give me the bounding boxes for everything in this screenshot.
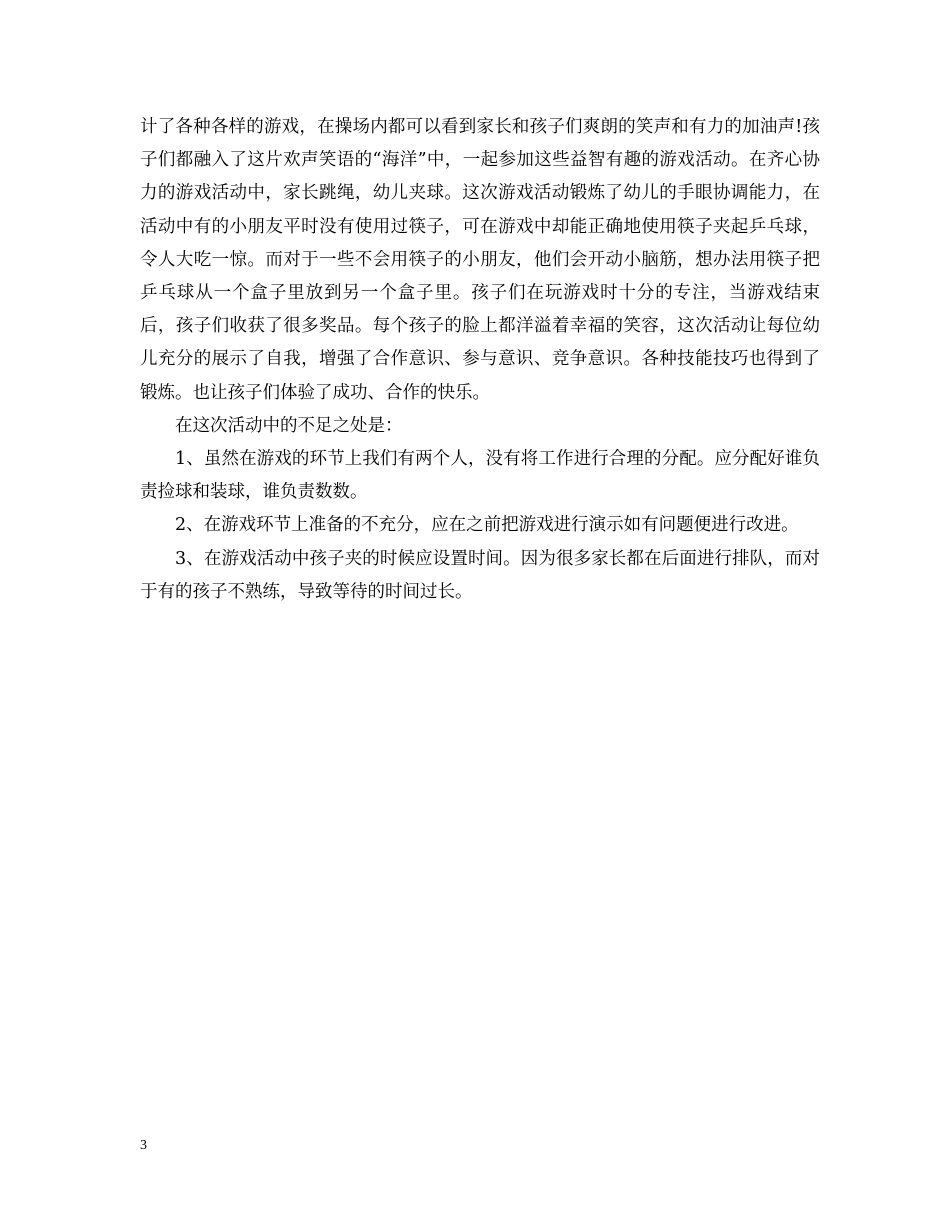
paragraph-shortcoming-3: 3、在游戏活动中孩子夹的时候应设置时间。因为很多家长都在后面进行排队，而对于有的孩子不熟练，导致等待的时间过长。 [140,548,820,602]
paragraph-shortcoming-1: 1、虽然在游戏的环节上我们有两个人，没有将工作进行合理的分配。应分配好谁负责捡球和装球，谁负责数数。 [140,449,820,503]
paragraph-shortcoming-2: 2、在游戏环节上准备的不充分，应在之前把游戏进行演示如有问题便进行改进。 [175,515,799,536]
paragraph-shortcomings-intro: 在这次活动中的不足之处是： [175,415,403,436]
document-body [140,111,820,609]
page-number: 3 [140,1138,147,1153]
paragraph-activity-description: 计了各种各样的游戏，在操场内都可以看到家长和孩子们爽朗的笑声和有力的加油声!孩子们都融入了这片欢声笑语的“海洋”中，一起参加这些益智有趣的游戏活动。在齐心协力的游戏活动中，家长跳绳，幼儿夹球。这次游戏活动锻炼了幼儿的手眼协调能力，在活动中有的小朋友平时没有使用过筷子，可在游戏中却能正确地使用筷子夹起乒乓球，令人大吃一惊。而对于一些不会用筷子的小朋友，他们会开动小脑筋，想办法用筷子把乒乓球从一个盒子里放到另一个盒子里。孩子们在玩游戏时十分的专注，当游戏结束后，孩子们收获了很多奖品。每个孩子的脸上都洋溢着幸福的笑容，这次活动让每位幼儿充分的展示了自我，增强了合作意识、参与意识、竞争意识。各种技能技巧也得到了锻炼。也让孩子们体验了成功、合作的快乐。 [140,117,820,403]
